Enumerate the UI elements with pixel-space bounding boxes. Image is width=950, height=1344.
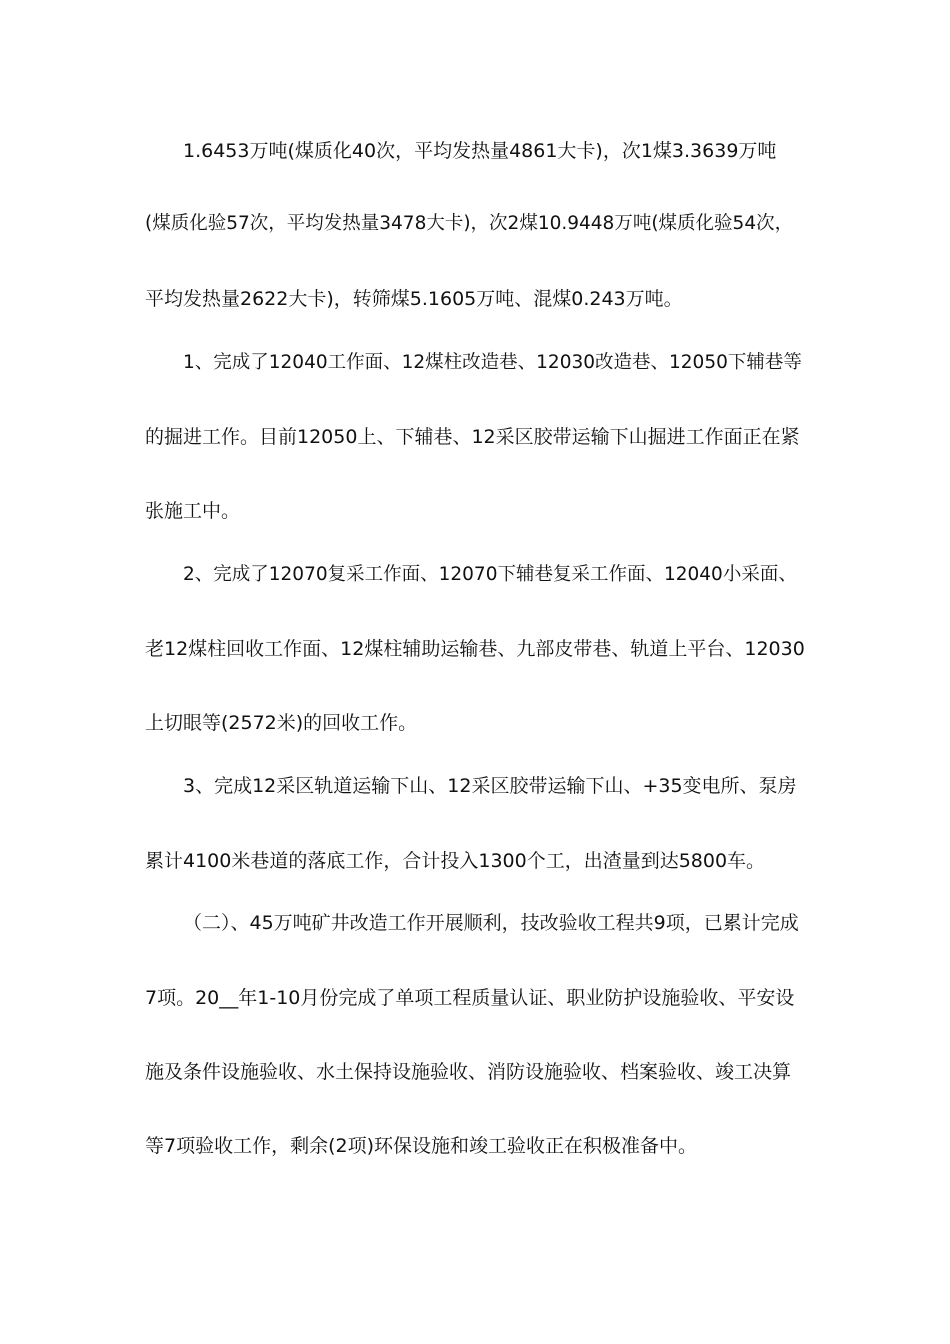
- paragraph-line: 等7项验收工作，剩余(2项)环保设施和竣工验收正在积极准备中。: [145, 1135, 698, 1157]
- paragraph-line: （二）、45万吨矿井改造工作开展顺利，技改验收工程共9项，已累计完成: [183, 912, 799, 934]
- paragraph-line: 的掘进工作。目前12050上、下辅巷、12采区胶带运输下山掘进工作面正在紧: [145, 426, 800, 448]
- paragraph-line: 1、完成了12040工作面、12煤柱改造巷、12030改造巷、12050下辅巷等: [183, 352, 802, 373]
- paragraph-line: 张施工中。: [145, 500, 241, 522]
- paragraph-line: 3、完成12采区轨道运输下山、12采区胶带运输下山、+35变电所、泵房: [183, 775, 797, 797]
- paragraph-line: 2、完成了12070复采工作面、12070下辅巷复采工作面、12040小采面、: [183, 564, 797, 585]
- paragraph-line: 施及条件设施验收、水土保持设施验收、消防设施验收、档案验收、竣工决算: [145, 1061, 792, 1083]
- paragraph-line: 平均发热量2622大卡)，转筛煤5.1605万吨、混煤0.243万吨。: [145, 288, 683, 310]
- paragraph-line: (煤质化验57次，平均发热量3478大卡)，次2煤10.9448万吨(煤质化验54次，: [145, 213, 794, 234]
- paragraph-line: 老12煤柱回收工作面、12煤柱辅助运输巷、九部皮带巷、轨道上平台、12030: [145, 638, 805, 660]
- paragraph-line: 上切眼等(2572米)的回收工作。: [145, 712, 418, 734]
- paragraph-line: 1.6453万吨(煤质化40次，平均发热量4861大卡)，次1煤3.3639万吨: [183, 140, 777, 162]
- paragraph-line: 7项。20__年1-10月份完成了单项工程质量认证、职业防护设施验收、平安设: [145, 987, 795, 1009]
- paragraph-line: 累计4100米巷道的落底工作，合计投入1300个工，出渣量到达5800车。: [145, 850, 766, 872]
